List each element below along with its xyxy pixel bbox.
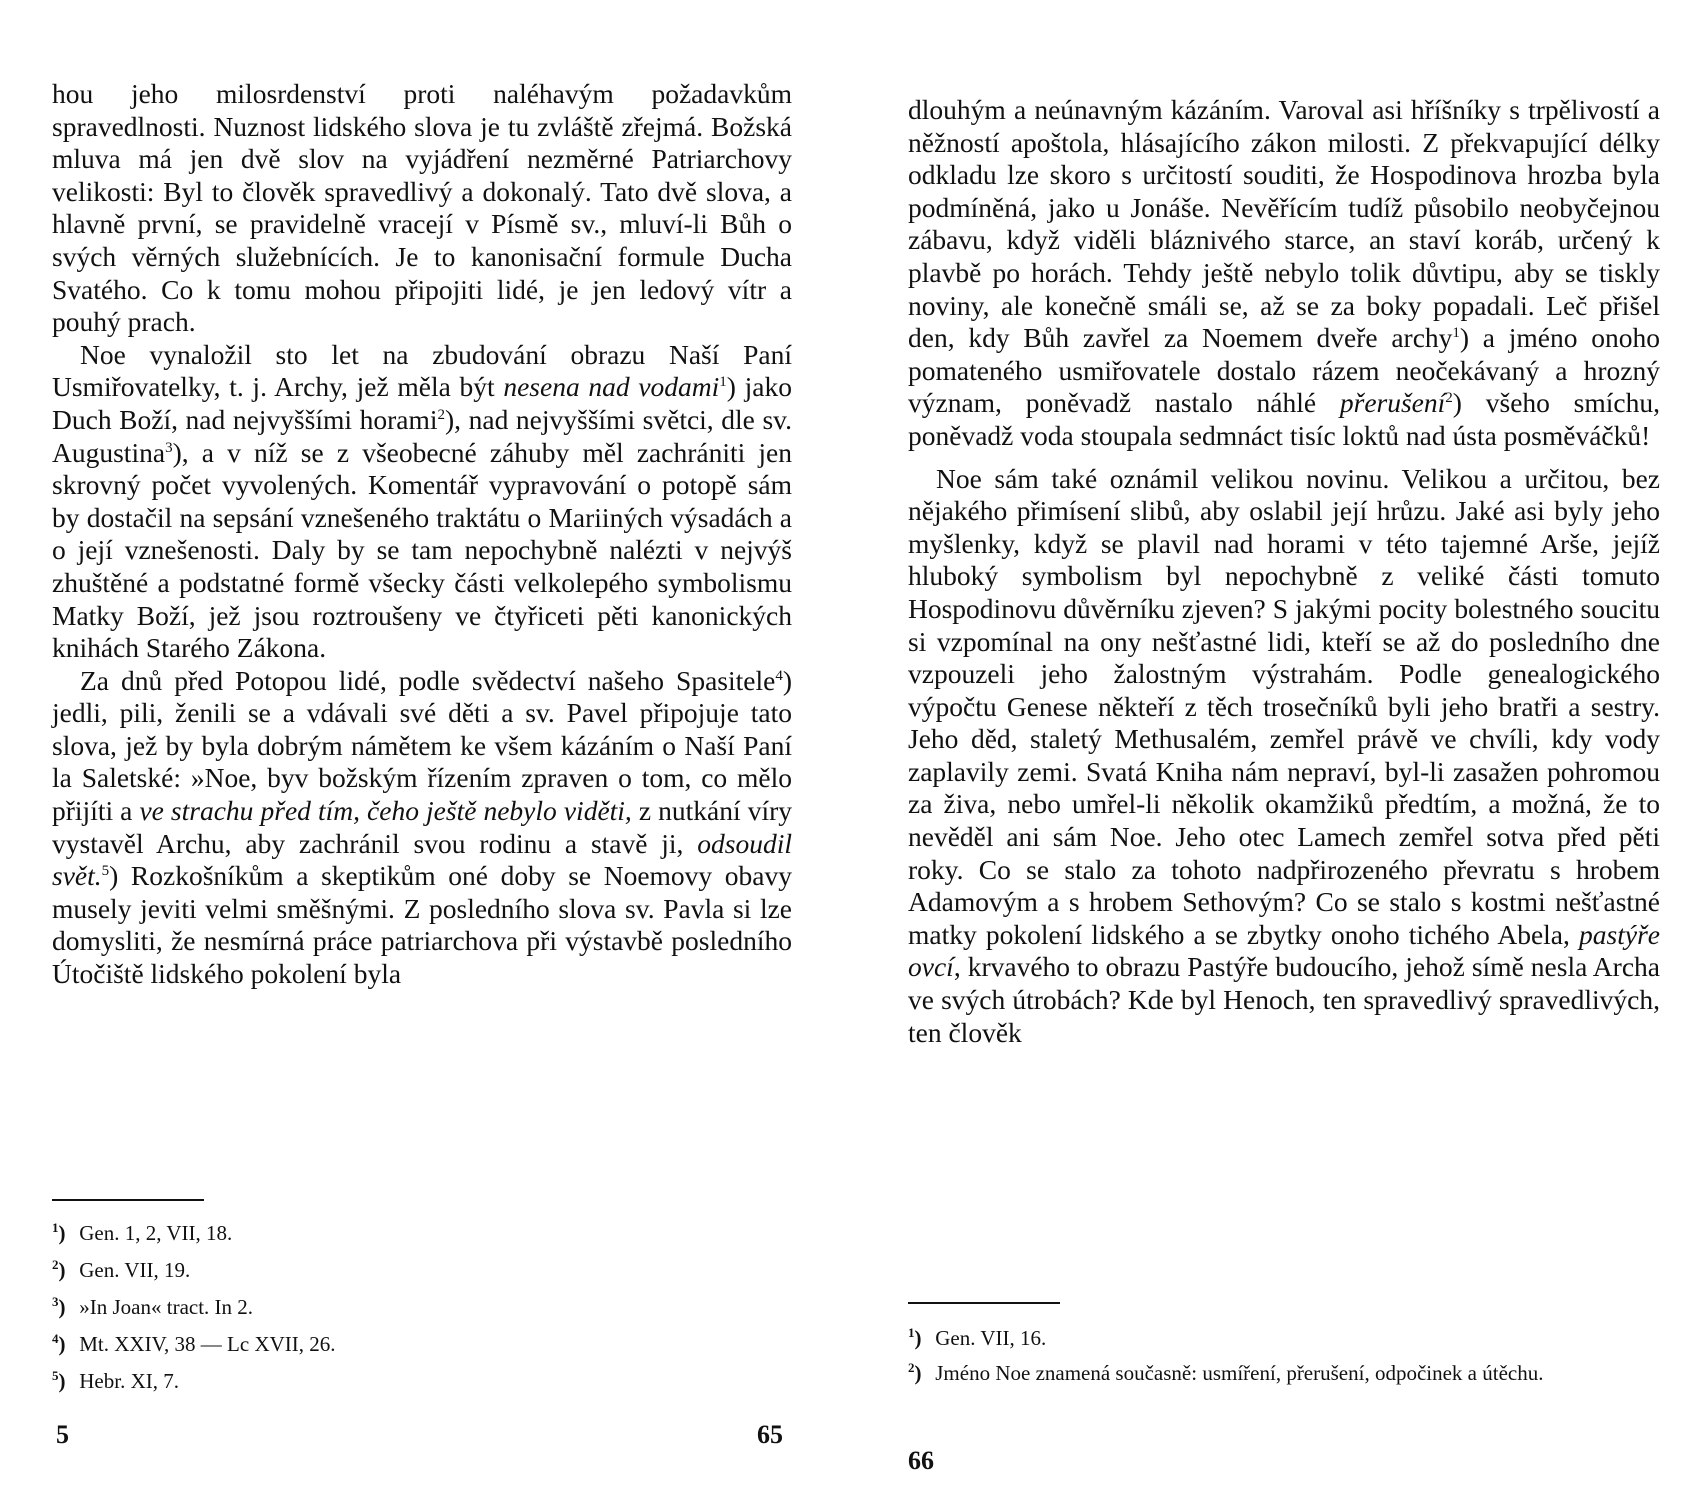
footnote-number: 4 — [52, 1331, 59, 1346]
footnote — [908, 1320, 1660, 1351]
text-run: ) všeho smíchu, poněvadž voda stoupala sedmnáct tisíc loktů nad ústa posměváčků! — [908, 387, 1660, 451]
footnote-mark: $^2$) — [908, 1360, 922, 1385]
footnote-ref: 1 — [719, 374, 727, 391]
footnote-ref: 5 — [101, 863, 110, 880]
paragraph — [908, 463, 1660, 1050]
paragraph — [52, 78, 792, 339]
text-run: hou jeho milosrdenství proti naléhavým požadavkům spravedlnosti. Nuznost lidského slova je tu zvláště zřejmá. Božská mluva má jen dvě slov na vyjádření nezměrné Patriarchovy velikosti: Byl to člověk spravedlivý a dokonalý. Tato dvě slova, a hlavně první, se pravidelně vracejí v Písmě sv., mluví-li Bůh o svých věrných služebnících. Je to kanonisační formule Ducha Svatého. Co k tomu mohou připojiti lidé, je jen ledový vítr a pouhý prach. — [52, 78, 792, 338]
italic-text: odsoudil svět. — [52, 827, 792, 892]
text-run: Noe sám také oznámil velikou novinu. Velikou a určitou, bez nějakého přimísení slibů, aby oslabil její hrůzu. Jaké asi byly jeho myšlenky, když se plavil nad horami v této tajemné Arše, jejíž hluboký symbolism byl nepochybně z veliké části tomuto Hospodinovu důvěrníku zjeven? S jakými pocity bolestného soucitu si vzpomínal na ony nešťastné lidi, kteří se až do posledního dne vzpouzeli jeho žalostným výstrahám. Podle genealogického výpočtu Genese někteří z těch trosečníků byli jeho bratři a sestry. Jeho děd, staletý Methusalém, zemřel právě ve chvíli, kdy vody zaplavily zemi. Svatá Kniha nám nepraví, byl-li zasažen pohromou za živa, nebo umřel-li několik okamžiků předtím, a možná, že to nevěděl ani sám Noe. Jeho otec Lamech zemřel sotva před pěti roky. Co se stalo za tohoto nadpřirozeného převratu s hrobem Adamovým a s hrobem Sethovým? Co se stalo s kostmi nešťastné matky pokolení lidského a se zbytky onoho tichého Abela, — [908, 462, 1660, 950]
paragraph — [52, 665, 792, 991]
footnote-text: Gen. 1, 2, VII, 18. — [74, 1221, 233, 1245]
text-run: ), nad nejvyššími světci, dle sv. Augustina — [52, 403, 792, 468]
footnote — [52, 1249, 652, 1286]
italic-text: přerušení — [1339, 387, 1446, 419]
footnote-number: 2 — [52, 1257, 59, 1272]
footnote-text: Gen. VII, 19. — [74, 1258, 191, 1282]
footnote — [908, 1355, 1660, 1386]
italic-text: pastýře ovcí — [908, 918, 1660, 983]
italic-text: nesena nad vodami — [503, 371, 720, 403]
footnote-text: Jméno Noe znamená současně: usmíření, přerušení, odpočinek a útěchu. — [930, 1361, 1544, 1385]
left-footnotes — [52, 1212, 652, 1397]
text-run: Za dnů před Potopou lidé, podle svědectví našeho Spasitele — [80, 664, 776, 696]
footnote-mark: $^5$) — [52, 1368, 66, 1393]
footnote-number: 1 — [52, 1220, 59, 1235]
text-run: ) jedli, pili, ženili se a vdávali své děti a sv. Pavel připojuje tato slova, jež by byla dobrým námětem ke všem kázáním o Naší Paní la Saletské: »Noe, byv božským řízením zpraven o tom, co mělo přijíti a — [52, 664, 792, 827]
text-run: Noe vynaložil sto let na zbudování obrazu Naší Paní Usmiřovatelky, t. j. Archy, jež měla být — [52, 338, 792, 403]
text-run: , krvavého to obrazu Pastýře budoucího, jehož símě nesla Archa ve svých útrobách? Kde byl Henoch, ten spravedlivý spravedlivých, ten člověk — [908, 951, 1660, 1048]
footnote-mark: $^1$) — [52, 1220, 66, 1245]
footnote-ref: 2 — [437, 406, 445, 423]
right-page-number: 66 — [908, 1446, 934, 1475]
footnote-mark: $^2$) — [52, 1257, 66, 1282]
footnote-number: 2 — [908, 1360, 915, 1375]
right-body-text — [908, 94, 1660, 1049]
footnote-text: »In Joan« tract. In 2. — [74, 1295, 254, 1319]
text-run: z nutkání víry vystavěl Archu, aby zachránil svou rodinu a stavě ji, — [52, 795, 792, 859]
footnote-mark: $^4$) — [52, 1331, 66, 1356]
footnote-text: Mt. XXIV, 38 — Lc XVII, 26. — [74, 1332, 336, 1356]
footnote — [52, 1323, 652, 1360]
footnote-ref: 3 — [165, 439, 173, 456]
text-run: ) jako Duch Boží, nad nejvyššími horami — [52, 371, 792, 435]
text-run: ) a jméno onoho pomateného usmiřovatele dostalo rázem neočekávaný a hrozný význam, poněvadž nastalo náhlé — [908, 322, 1660, 419]
footnote-ref: 4 — [775, 667, 783, 684]
footnote-text: Hebr. XI, 7. — [74, 1369, 179, 1393]
footnote-mark: $^3$) — [52, 1294, 66, 1319]
footnote-number: 1 — [908, 1325, 915, 1340]
text-run: ) Rozkošníkům a skeptikům oné doby se Noemovy obavy musely jeviti velmi směšnými. Z posledního slova sv. Pavla si lze domysliti, že nesmírná práce patriarchova při výstavbě posledního Útočiště lidského pokolení byla — [52, 860, 792, 990]
italic-text: ve strachu před tím, čeho ještě nebylo viděti, — [139, 795, 632, 827]
paragraph — [52, 339, 792, 665]
left-page-number: 65 — [757, 1420, 783, 1449]
left-footnote-rule — [52, 1199, 204, 1201]
text-run: ), a v níž se z všeobecné záhuby měl zachrániti jen skrovný počet vyvolených. Komentář vypravování o potopě sám by dostačil na sepsání vznešeného traktátu o Mariiných výsadách a o její vznešenosti. Daly by se tam nepochybně nalézti v nejvýš zhuštěné a podstatné formě všecky části velkolepého symbolismu Matky Boží, jež jsou roztroušeny ve čtyřiceti pěti kanonických knihách Starého Zákona. — [52, 436, 792, 664]
right-footnotes — [908, 1320, 1660, 1390]
footnote-mark: $^1$) — [908, 1325, 922, 1350]
right-footnote-rule — [908, 1302, 1060, 1304]
footnote — [52, 1360, 652, 1397]
footnote — [52, 1286, 652, 1323]
left-body-text — [52, 78, 792, 991]
footnote-ref: 1 — [1452, 325, 1460, 342]
footnote — [52, 1212, 652, 1249]
paragraph — [908, 94, 1660, 453]
footnote-ref: 2 — [1445, 390, 1453, 407]
footnote-number: 5 — [52, 1368, 59, 1383]
footnote-number: 3 — [52, 1294, 59, 1309]
signature-mark: 5 — [56, 1420, 69, 1449]
text-run: dlouhým a neúnavným kázáním. Varoval asi hříšníky s trpělivostí a něžností apoštola, hlásajícího zákon milosti. Z překvapující délky odkladu lze skoro s určitostí souditi, že Hospodinova hrozba byla podmíněná, jako u Jonáše. Nevěřícím tudíž působilo neobyčejnou zábavu, když viděli bláznivého starce, an staví koráb, určený k plavbě po horách. Tehdy ještě nebylo tolik důvtipu, aby se tiskly noviny, ale konečně smáli se, až se za boky popadali. Leč přišel den, kdy Bůh zavřel za Noemem dveře archy — [908, 94, 1660, 354]
footnote-text: Gen. VII, 16. — [930, 1326, 1047, 1350]
